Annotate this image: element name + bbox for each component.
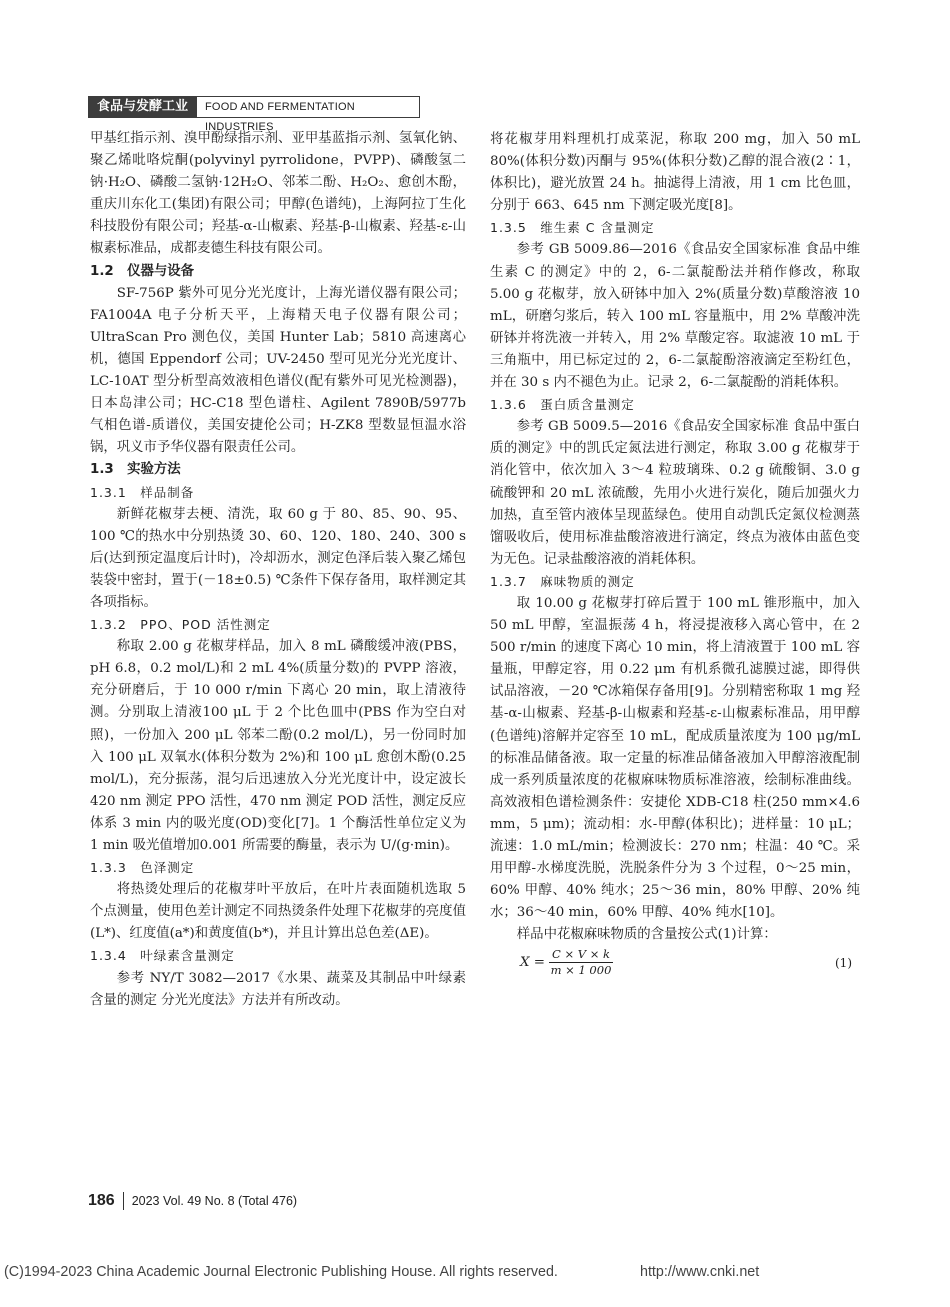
subsection-heading: 1.3.4 叶绿素含量测定 bbox=[90, 948, 235, 964]
subsection-heading: 1.3.7 麻味物质的测定 bbox=[490, 573, 635, 589]
body-paragraph: 参考 GB 5009.5—2016《食品安全国家标准 食品中蛋白质的测定》中的凯氏定氮法进行测定，称取 3.00 g 花椒芽于消化管中，依次加入 3～4 粒玻璃珠、0.2 g 硫酸铜、3.0 g 硫酸钾和 20 mL 浓硫酸，先用小火进行炭化，随后加强火力加热，直至管内液体呈现蓝绿色。使用自动凯氏定氮仪检测蒸馏吸收后，使用标准盐酸溶液进行滴定，终点为液体由蓝色变为无色。记录盐酸溶液的消耗体积。 bbox=[490, 419, 860, 567]
equation-lhs: X = bbox=[520, 954, 546, 970]
body-paragraph: SF-756P 紫外可见分光光度计，上海光谱仪器有限公司；FA1004A 电子分析天平，上海精天电子仪器有限公司；UltraScan Pro 测色仪，美国 Hunter Lab；5810 高速离心机，德国 Eppendorf 公司；UV-2450 型可见光分光光度计、LC-10AT 型分析型高效液相色谱仪(配有紫外可见光检测器)，日本岛津公司；HC-C18 型色谱柱、Agilent 7890B/5977b 气相色谱-质谱仪，美国安捷伦公司；H-ZK8 型数显恒温水浴锅，巩义市予华仪器有限责任公司。 bbox=[90, 285, 466, 456]
body-paragraph: 新鲜花椒芽去梗、清洗，取 60 g 于 80、85、90、95、100 ℃的热水中分别热烫 30、60、120、180、240、300 s 后(达到预定温度后计时)，冷却沥水，测定色泽后装入聚乙烯包装袋中密封，置于(－18±0.5) ℃条件下保存备用，取样测定其各项指标。 bbox=[90, 506, 466, 610]
body-paragraph: 称取 2.00 g 花椒芽样品，加入 8 mL 磷酸缓冲液(PBS，pH 6.8，0.2 mol/L)和 2 mL 4%(质量分数)的 PVPP 溶液，充分研磨后，于 10 000 r/min 下离心 20 min，取上清液待测。分别取上清液100 μL 于 2 个比色皿中(PBS 作为空白对照)，一份加入 200 μL 邻苯二酚(0.2 mol/L)，另一份同时加入 100 μL 双氧水(体积分数为 2%)和 100 μL 愈创木酚(0.25 mol/L)，充分振荡，混匀后迅速放入分光光度计中，设定波长 420 nm 测定 PPO 活性，470 nm 测定 POD 活性，测定反应体系 3 min 内的吸光度(OD)变化[7]。1 个酶活性单位定义为 1 min 吸光值增加0.001 所需要的酶量，表示为 U/(g·min)。 bbox=[90, 639, 466, 853]
copyright-line bbox=[4, 1264, 760, 1280]
body-paragraph: 甲基红指示剂、溴甲酚绿指示剂、亚甲基蓝指示剂、氢氧化钠、聚乙烯吡咯烷酮(polyvinyl pyrrolidone，PVPP)、磷酸氢二钠·H₂O、磷酸二氢钠·12H₂O、邻苯二酚、H₂O₂、愈创木酚，重庆川东化工(集团)有限公司；甲醇(色谱纯)，上海阿拉丁生化科技股份有限公司；羟基-α-山椒素、羟基-β-山椒素、羟基-ε-山椒素标准品，成都麦德生科技有限公司。 bbox=[90, 131, 466, 257]
running-header bbox=[88, 96, 420, 133]
body-paragraph: 参考 NY/T 3082—2017《水果、蔬菜及其制品中叶绿素含量的测定 分光光度法》方法并有所改动。 bbox=[90, 970, 466, 1008]
subsection-heading: 1.3.6 蛋白质含量测定 bbox=[490, 397, 635, 413]
volume-info: 2023 Vol. 49 No. 8 (Total 476) bbox=[131, 1194, 298, 1208]
body-paragraph: 样品中花椒麻味物质的含量按公式(1)计算： bbox=[516, 927, 777, 943]
page-footer bbox=[88, 1192, 297, 1210]
journal-title-en: FOOD AND FERMENTATION INDUSTRIES bbox=[197, 96, 420, 118]
left-column bbox=[90, 128, 466, 1012]
journal-title-cn: 食品与发酵工业 bbox=[88, 96, 197, 118]
section-heading: 1.3 实验方法 bbox=[90, 462, 181, 478]
subsection-heading: 1.3.2 PPO、POD 活性测定 bbox=[90, 617, 271, 633]
page-number: 186 bbox=[88, 1192, 124, 1210]
subsection-heading: 1.3.1 样品制备 bbox=[90, 484, 195, 500]
equation-numerator: C × V × k bbox=[549, 948, 613, 963]
section-heading: 1.2 仪器与设备 bbox=[90, 263, 195, 279]
body-paragraph: 将花椒芽用料理机打成菜泥，称取 200 mg，加入 50 mL 80%(体积分数)丙酮与 95%(体积分数)乙醇的混合液(2∶1，体积比)，避光放置 24 h。抽滤得上清液，用 1 cm 比色皿，分别于 663、645 nm 下测定吸光度[8]。 bbox=[490, 132, 860, 214]
copyright-text: (C)1994-2023 China Academic Journal Electronic Publishing House. All rights reserved. bbox=[4, 1264, 558, 1280]
subsection-heading: 1.3.5 维生素 C 含量测定 bbox=[490, 220, 655, 236]
body-paragraph: 取 10.00 g 花椒芽打碎后置于 100 mL 锥形瓶中，加入 50 mL 甲醇，室温振荡 4 h，将浸提液移入离心管中，在 2 500 r/min 的速度下离心 10 min，将上清液置于 100 mL 容量瓶，甲醇定容，用 0.22 μm 有机系微孔滤膜过滤，即得供试品溶液，－20 ℃冰箱保存备用[9]。分别精密称取 1 mg 羟基-α-山椒素、羟基-β-山椒素和羟基-ε-山椒素标准品，用甲醇(色谱纯)溶解并定容至 10 mL，配成质量浓度为 100 μg/mL 的标准品储备液。取一定量的标准品储备液加入甲醇溶液配制成一系列质量浓度的花椒麻味物质标准溶液，绘制标准曲线。高效液相色谱检测条件：安捷伦 XDB-C18 柱(250 mm×4.6 mm，5 μm)；流动相：水-甲醇(体积比)；进样量：10 μL；流速：1.0 mL/min；检测波长：270 nm；柱温：40 ℃。采用甲醇-水梯度洗脱，洗脱条件分为 3 个过程，0～25 min，60% 甲醇、40% 纯水；25～36 min，80% 甲醇、20% 纯水；36～40 min，60% 甲醇、40% 纯水[10]。 bbox=[490, 595, 860, 921]
cnki-link[interactable]: http://www.cnki.net bbox=[640, 1264, 760, 1280]
subsection-heading: 1.3.3 色泽测定 bbox=[90, 860, 195, 876]
equation-number: (1) bbox=[835, 955, 852, 970]
right-column bbox=[490, 129, 860, 977]
body-paragraph: 参考 GB 5009.86—2016《食品安全国家标准 食品中维生素 C 的测定》中的 2，6-二氯靛酚法并稍作修改，称取 5.00 g 花椒芽，放入研钵中加入 2%(质量分数)草酸溶液 10 mL，研磨匀浆后，转入 100 mL 容量瓶中，用 2% 草酸冲洗研钵并将洗液一并转入，用 2% 草酸定容。取滤液 10 mL 于三角瓶中，用已标定过的 2，6-二氯靛酚溶液滴定至粉红色，并在 30 s 内不褪色为止。记录 2，6-二氯靛酚的消耗体积。 bbox=[490, 242, 860, 391]
body-paragraph: 将热烫处理后的花椒芽叶平放后，在叶片表面随机选取 5 个点测量，使用色差计测定不同热烫条件处理下花椒芽的亮度值(L*)、红度值(a*)和黄度值(b*)，并且计算出总色差(ΔE)。 bbox=[90, 882, 466, 942]
equation-1 bbox=[490, 948, 860, 977]
equation-denominator: m × 1 000 bbox=[550, 963, 612, 978]
